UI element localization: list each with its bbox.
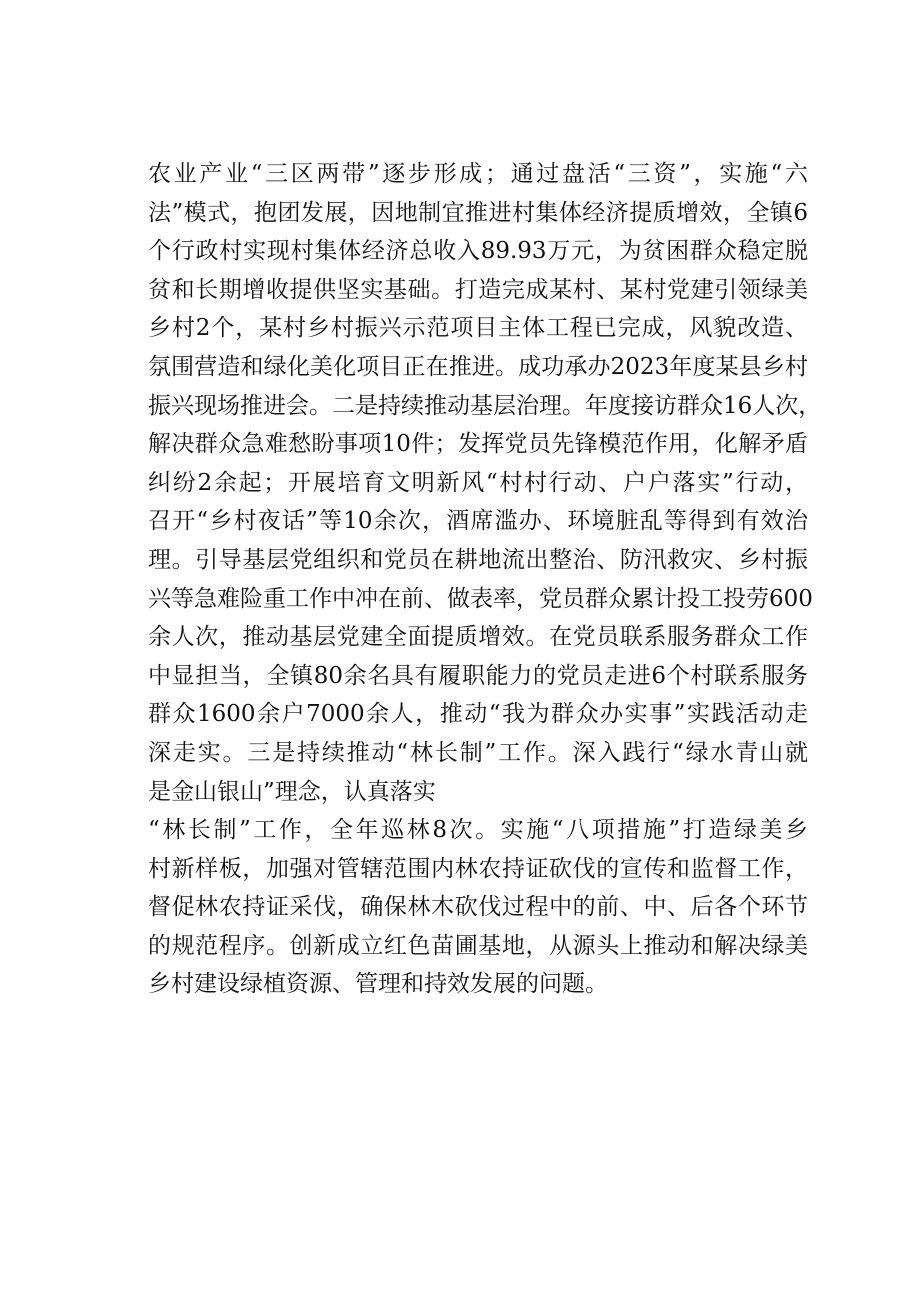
text-line: 纠纷2余起；开展培育文明新风“村村行动、户户落实”行动， — [148, 469, 808, 496]
text-line: 深走实。三是持续推动“林长制”工作。深入践行“绿水青山就 — [148, 739, 808, 766]
text-line: 中显担当，全镇80余名具有履职能力的党员走进6个村联系服务 — [148, 662, 808, 689]
text-line: 召开“乡村夜话”等10余次，酒席滥办、环境脏乱等得到有效治 — [148, 508, 808, 535]
text-line: 群众1600余户7000余人，推动“我为群众办实事”实践活动走 — [148, 701, 808, 728]
text-line: 余人次，推动基层党建全面提质增效。在党员联系服务群众工作 — [148, 624, 808, 651]
text-line: 个行政村实现村集体经济总收入89.93万元，为贫困群众稳定脱 — [148, 238, 808, 265]
text-line: 兴等急难险重工作中冲在前、做表率，党员群众累计投工投劳600 — [148, 585, 813, 612]
text-line: 村新样板，加强对管辖范围内林农持证砍伐的宣传和监督工作， — [148, 855, 808, 882]
text-line: 氛围营造和绿化美化项目正在推进。成功承办2023年度某县乡村 — [148, 353, 808, 380]
text-line: 解决群众急难愁盼事项10件；发挥党员先锋模范作用，化解矛盾 — [148, 431, 808, 458]
text-line: 农业产业“三区两带”逐步形成；通过盘活“三资”，实施“六 — [148, 161, 808, 187]
text-line: 理。引导基层党组织和党员在耕地流出整治、防汛救灾、乡村振 — [148, 546, 808, 573]
text-line: “林长制”工作，全年巡林8次。实施“八项措施”打造绿美乡 — [148, 817, 808, 844]
text-line: 是金山银山”理念，认真落实 — [148, 778, 436, 805]
body-text — [148, 155, 822, 1004]
text-line: 法”模式，抱团发展，因地制宜推进村集体经济提质增效，全镇6 — [148, 199, 808, 226]
text-line: 乡村建设绿植资源、管理和持效发展的问题。 — [148, 971, 608, 998]
text-line: 的规范程序。创新成立红色苗圃基地，从源头上推动和解决绿美 — [148, 932, 808, 959]
text-line: 贫和长期增收提供坚实基础。打造完成某村、某村党建引领绿美 — [148, 276, 808, 303]
text-line: 督促林农持证采伐，确保林木砍伐过程中的前、中、后各个环节 — [148, 894, 808, 921]
text-line: 振兴现场推进会。二是持续推动基层治理。年度接访群众16人次， — [148, 392, 822, 419]
text-line: 乡村2个，某村乡村振兴示范项目主体工程已完成，风貌改造、 — [148, 315, 808, 342]
